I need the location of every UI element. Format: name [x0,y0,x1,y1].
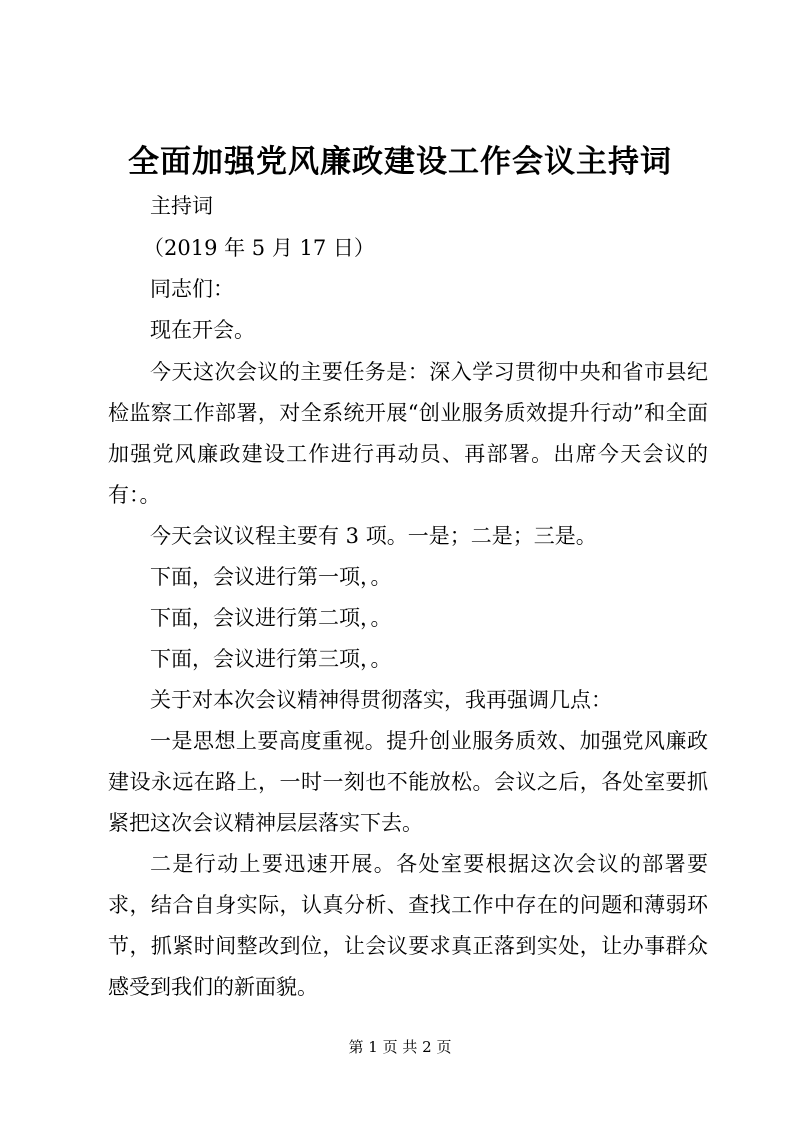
paragraph-emphasis-intro: 关于对本次会议精神得贯彻落实，我再强调几点： [150,688,612,712]
paragraph-item-two: 下面，会议进行第二项，。 [150,606,392,630]
opening-line: 现在开会。 [150,318,255,342]
salutation: 同志们： [150,277,234,301]
document-subtitle: 主持词 [150,194,213,218]
paragraph-item-one: 下面，会议进行第一项，。 [150,565,392,589]
document-date: （2019 年 5 月 17 日） [143,236,375,260]
paragraph-main-task: 今天这次会议的主要任务是：深入学习贯彻中央和省市县纪检监察工作部署，对全系统开展“创业服务质效提升行动”和全面加强党风廉政建设工作进行再动员、再部署。出席今天会议的有：。 [108,360,708,507]
paragraph-agenda: 今天会议议程主要有 3 项。一是；二是；三是。 [150,524,597,548]
paragraph-item-three: 下面，会议进行第三项，。 [150,647,392,671]
paragraph-point-two: 二是行动上要迅速开展。各处室要根据这次会议的部署要求，结合自身实际，认真分析、查找工作中存在的问题和薄弱环节，抓紧时间整改到位，让会议要求真正落到实处，让办事群众感受到我们的新面貌。 [108,852,708,999]
document-title: 全面加强党风廉政建设工作会议主持词 [128,144,672,180]
paragraph-point-one: 一是思想上要高度重视。提升创业服务质效、加强党风廉政建设永远在路上，一时一刻也不能放松。会议之后，各处室要抓紧把这次会议精神层层落实下去。 [108,729,708,835]
page-footer: 第 1 页 共 2 页 [348,1038,452,1056]
